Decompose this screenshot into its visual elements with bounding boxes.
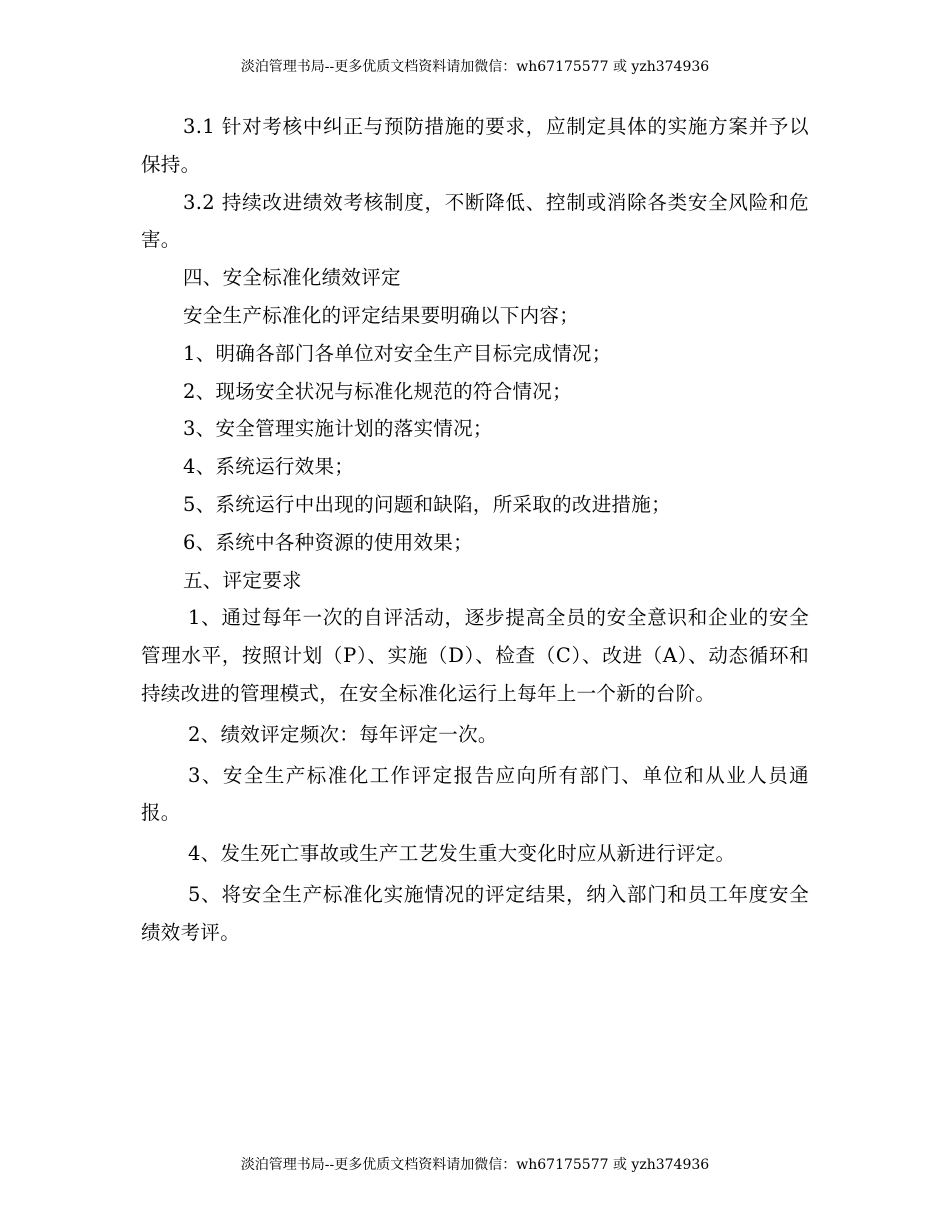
page-header: 淡泊管理书局--更多优质文档资料请加微信：wh67175577 或 yzh374936 [240,59,710,75]
list-item-1: 1、明确各部门各单位对安全生产目标完成情况； [183,341,612,365]
list-item-4: 4、系统运行效果； [183,455,355,479]
page-footer: 淡泊管理书局--更多优质文档资料请加微信：wh67175577 或 yzh374936 [240,1157,710,1173]
requirement-3: 3、安全生产标准化工作评定报告应向所有部门、单位和从业人员通报。 [141,763,809,825]
paragraph-intro: 安全生产标准化的评定结果要明确以下内容； [183,303,580,327]
paragraph-3-1: 3.1 针对考核中纠正与预防措施的要求，应制定具体的实施方案并予以保持。 [141,115,809,176]
list-item-6: 6、系统中各种资源的使用效果； [183,530,473,554]
section-heading-5: 五、评定要求 [183,568,302,592]
requirement-2: 2、绩效评定频次：每年评定一次。 [188,722,498,746]
document-body [141,108,809,952]
requirement-4: 4、发生死亡事故或生产工艺发生重大变化时应从新进行评定。 [188,842,736,866]
paragraph-3-2: 3.2 持续改进绩效考核制度，不断降低、控制或消除各类安全风险和危害。 [141,190,809,252]
list-item-3: 3、安全管理实施计划的落实情况； [183,417,493,441]
requirement-5: 5、将安全生产标准化实施情况的评定结果，纳入部门和员工年度安全绩效考评。 [141,882,809,944]
list-item-2: 2、现场安全状况与标准化规范的符合情况； [183,379,572,403]
requirement-1: 1、通过每年一次的自评活动，逐步提高全员的安全意识和企业的安全管理水平，按照计划（P）、实施（D）、检查（C）、改进（A）、动态循环和持续改进的管理模式，在安全标准化运行上每年上一个新的台阶。 [141,606,809,705]
list-item-5: 5、系统运行中出现的问题和缺陷，所采取的改进措施； [183,492,671,516]
section-heading-4: 四、安全标准化绩效评定 [183,266,401,290]
